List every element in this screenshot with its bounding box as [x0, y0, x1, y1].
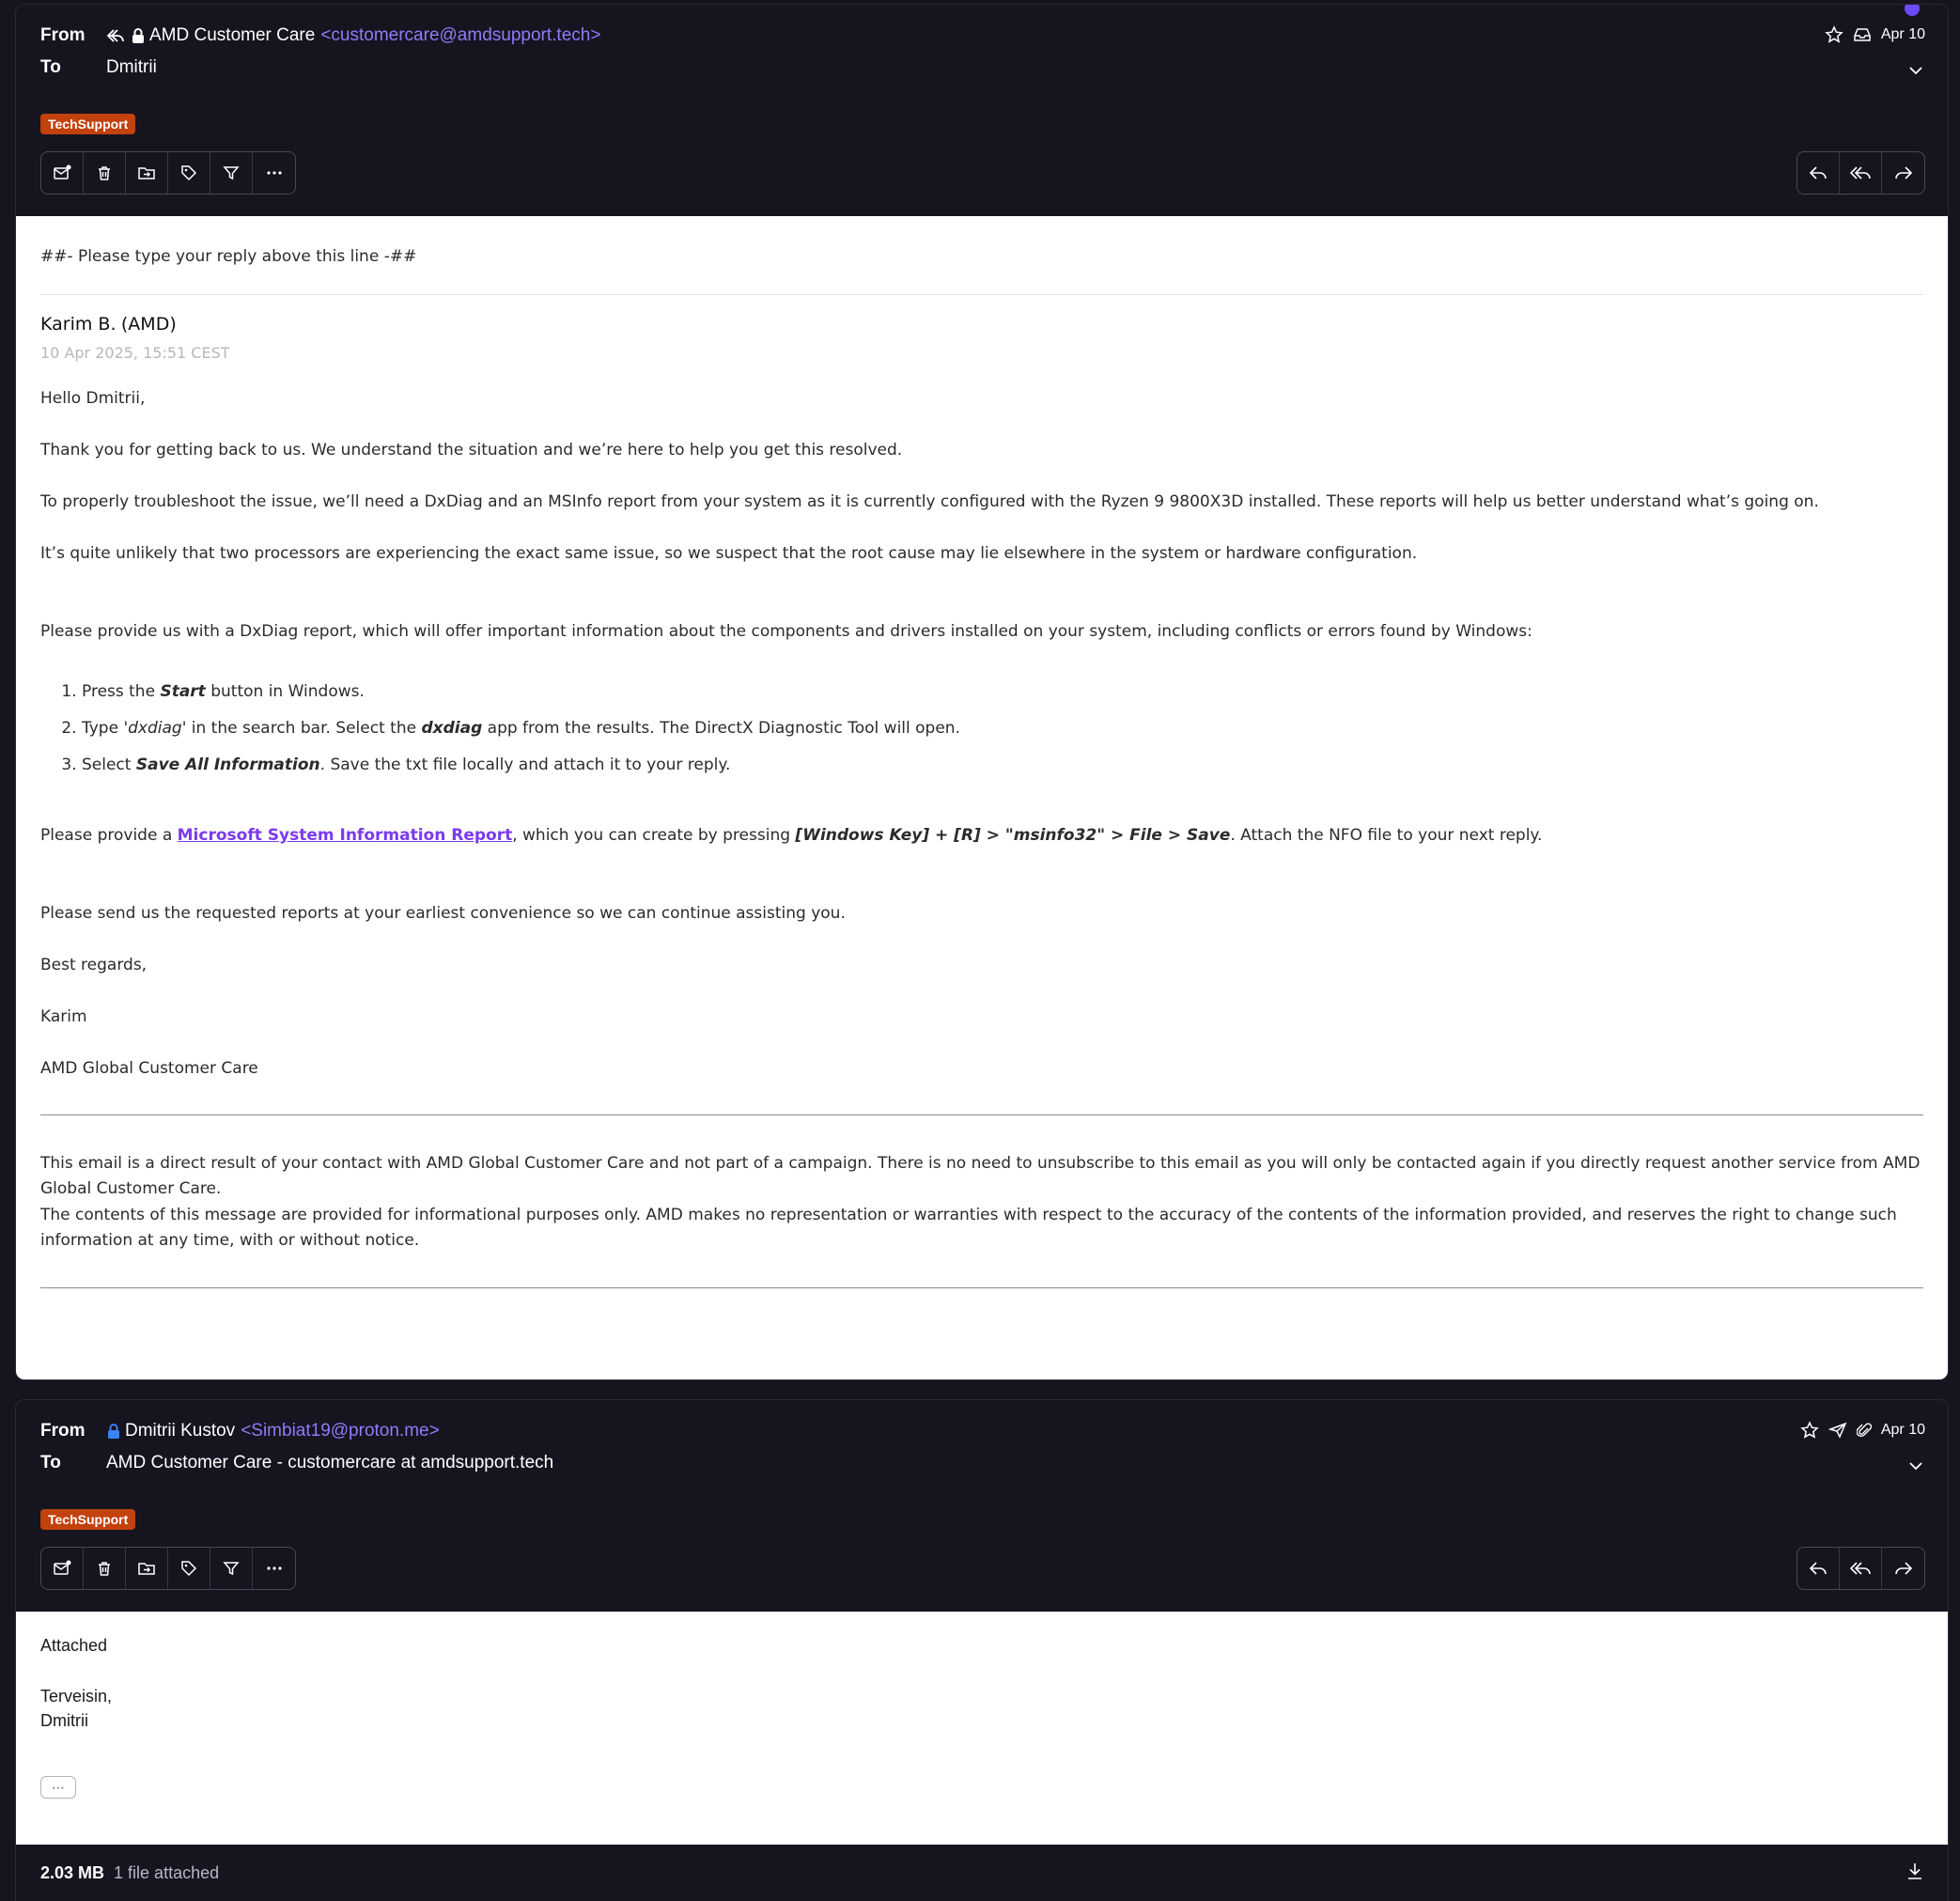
reply-icon	[1809, 1560, 1828, 1577]
message-dmitrii	[15, 1399, 1949, 1901]
move-button[interactable]	[126, 152, 168, 194]
body-line-2: Terveisin,	[40, 1687, 113, 1706]
message-meta	[1825, 25, 1925, 44]
filter-button[interactable]	[210, 1548, 253, 1589]
star-icon[interactable]	[1800, 1421, 1819, 1440]
forward-icon	[1894, 1560, 1913, 1577]
replied-icon	[106, 25, 127, 46]
ellipsis-icon	[266, 1566, 283, 1571]
message-meta	[1800, 1421, 1925, 1440]
reply-line: ##- Please type your reply above this line -##	[40, 247, 417, 266]
agent-name: Karim B.	[40, 314, 117, 335]
disclaimer-2: The contents of this message are provided for informational purposes only. AMD makes no representation or warranties with respect to the accuracy of the contents of the information provided, and reserves the right to change such information at any time, with or without notice.	[40, 1206, 1897, 1250]
label-button[interactable]	[168, 1548, 210, 1589]
signature-name: Karim	[40, 1007, 87, 1026]
reply-button[interactable]	[1797, 1548, 1840, 1589]
reply-toolbar	[1797, 1547, 1925, 1590]
message-date: Apr 10	[1880, 1422, 1925, 1438]
from-row	[40, 25, 600, 46]
inbox-icon	[1853, 26, 1872, 43]
trash-icon	[96, 164, 113, 181]
reply-all-button[interactable]	[1840, 152, 1882, 194]
forward-icon	[1894, 164, 1913, 181]
more-actions-button[interactable]	[253, 152, 295, 194]
download-icon[interactable]	[1906, 1862, 1923, 1885]
tag-icon	[180, 1560, 197, 1577]
step-2: 2. Type 'dxdiag' in the search bar. Select the dxdiag app from the results. The DirectX Diagnostic Tool will open.	[82, 716, 960, 741]
body-line-1: Attached	[40, 1636, 108, 1655]
more-actions-button[interactable]	[253, 1548, 295, 1589]
sent-icon	[1828, 1422, 1847, 1439]
filter-icon	[223, 1560, 240, 1577]
signature-org: AMD Global Customer Care	[40, 1059, 258, 1078]
from-label: From	[40, 1421, 86, 1441]
envelope-dot-icon	[53, 1560, 71, 1577]
paragraph-3: It’s quite unlikely that two processors are experiencing the exact same issue, so we suspect that the root cause may lie elsewhere in the system or hardware configuration.	[40, 544, 1418, 563]
paragraph-4: Please provide us with a DxDiag report, which will offer important information about the components and drivers installed on your system, including conflicts or errors found by Windows:	[40, 622, 1532, 641]
reply-all-icon	[1850, 164, 1871, 181]
lock-icon	[106, 1421, 121, 1441]
message-body	[16, 216, 1948, 1380]
paragraph-2: To properly troubleshoot the issue, we’ll need a DxDiag and an MSInfo report from your system as it is currently configured with the Ryzen 9 9800X3D installed. These reports will help us better understand what’s going on.	[40, 492, 1819, 511]
filter-icon	[223, 164, 240, 181]
trash-button[interactable]	[84, 152, 126, 194]
label-button[interactable]	[168, 152, 210, 194]
to-row	[40, 1453, 553, 1473]
verified-badge-icon	[1905, 4, 1920, 16]
agent-date: 10 Apr 2025, 15:51 CEST	[40, 344, 230, 362]
move-folder-icon	[137, 164, 156, 181]
message-toolbar	[40, 1547, 296, 1590]
disclaimer-1: This email is a direct result of your contact with AMD Global Customer Care and not part of a campaign. There is no need to unsubscribe to this email as you will only be contacted again if you directly request another service from AMD Global Customer Care.	[40, 1154, 1921, 1198]
reply-icon	[1809, 164, 1828, 181]
regards: Best regards,	[40, 956, 148, 974]
to-label: To	[40, 1453, 61, 1472]
attachment-size: 2.03 MB	[40, 1862, 105, 1882]
reply-button[interactable]	[1797, 152, 1840, 194]
move-folder-icon	[137, 1560, 156, 1577]
forward-button[interactable]	[1882, 152, 1924, 194]
to-label: To	[40, 57, 61, 77]
step-3: 3. Select Save All Information. Save the txt file locally and attach it to your reply.	[82, 753, 960, 778]
divider	[40, 1287, 1923, 1288]
message-toolbar	[40, 151, 296, 195]
lock-icon	[131, 25, 146, 46]
agent-header	[40, 312, 177, 338]
reply-all-button[interactable]	[1840, 1548, 1882, 1589]
attachments-bar[interactable]	[16, 1845, 1948, 1901]
trash-button[interactable]	[84, 1548, 126, 1589]
from-label: From	[40, 25, 86, 45]
divider	[40, 294, 1923, 295]
paragraph-6: Please send us the requested reports at your earliest convenience so we can continue assisting you.	[40, 904, 846, 923]
step-1: 1. Press the Start button in Windows.	[82, 679, 960, 705]
recipient[interactable]: AMD Customer Care - customercare at amdsupport.tech	[106, 1453, 554, 1472]
reply-all-icon	[1850, 1560, 1871, 1577]
ellipsis-icon	[266, 170, 283, 176]
divider	[40, 1114, 1923, 1115]
message-date: Apr 10	[1880, 26, 1925, 42]
message-header	[16, 1400, 1948, 1612]
label-tag[interactable]: TechSupport	[40, 1509, 135, 1530]
attachment-count: 1 file attached	[114, 1862, 220, 1882]
dxdiag-steps	[44, 679, 960, 789]
body-line-3: Dmitrii	[40, 1711, 88, 1730]
agent-org: (AMD)	[120, 314, 177, 335]
paperclip-icon	[1857, 1422, 1872, 1439]
paragraph-5: Please provide a Microsoft System Information Report, which you can create by pressing [Windows Key] + [R] > "msinfo32" > File > Save. Attach the NFO file to your next reply.	[40, 826, 1543, 845]
label-tag[interactable]: TechSupport	[40, 114, 135, 134]
mark-unread-button[interactable]	[41, 1548, 84, 1589]
greeting: Hello Dmitrii,	[40, 389, 146, 408]
msinfo-link[interactable]: Microsoft System Information Report	[177, 826, 513, 845]
reply-toolbar	[1797, 151, 1925, 195]
paragraph-1: Thank you for getting back to us. We understand the situation and we’re here to help you get this resolved.	[40, 441, 903, 460]
sender-email[interactable]: <Simbiat19@proton.me>	[241, 1421, 440, 1441]
envelope-dot-icon	[53, 164, 71, 181]
star-icon[interactable]	[1825, 25, 1843, 44]
message-body	[16, 1612, 1948, 1845]
show-quoted-button[interactable]: ⋯	[40, 1776, 76, 1799]
forward-button[interactable]	[1882, 1548, 1924, 1589]
move-button[interactable]	[126, 1548, 168, 1589]
recipient[interactable]: Dmitrii	[106, 57, 157, 77]
message-header	[16, 5, 1948, 216]
tag-icon	[180, 164, 197, 181]
trash-icon	[96, 1560, 113, 1577]
sender-email[interactable]: <customercare@amdsupport.tech>	[320, 25, 601, 45]
mark-unread-button[interactable]	[41, 152, 84, 194]
filter-button[interactable]	[210, 152, 253, 194]
chevron-down-icon[interactable]	[1908, 1458, 1923, 1475]
message-amd	[15, 4, 1949, 1380]
from-row	[40, 1421, 440, 1441]
sender-name[interactable]: Dmitrii Kustov	[125, 1421, 236, 1441]
sender-name[interactable]: AMD Customer Care	[149, 25, 316, 45]
to-row	[40, 57, 157, 78]
chevron-down-icon[interactable]	[1908, 63, 1923, 80]
